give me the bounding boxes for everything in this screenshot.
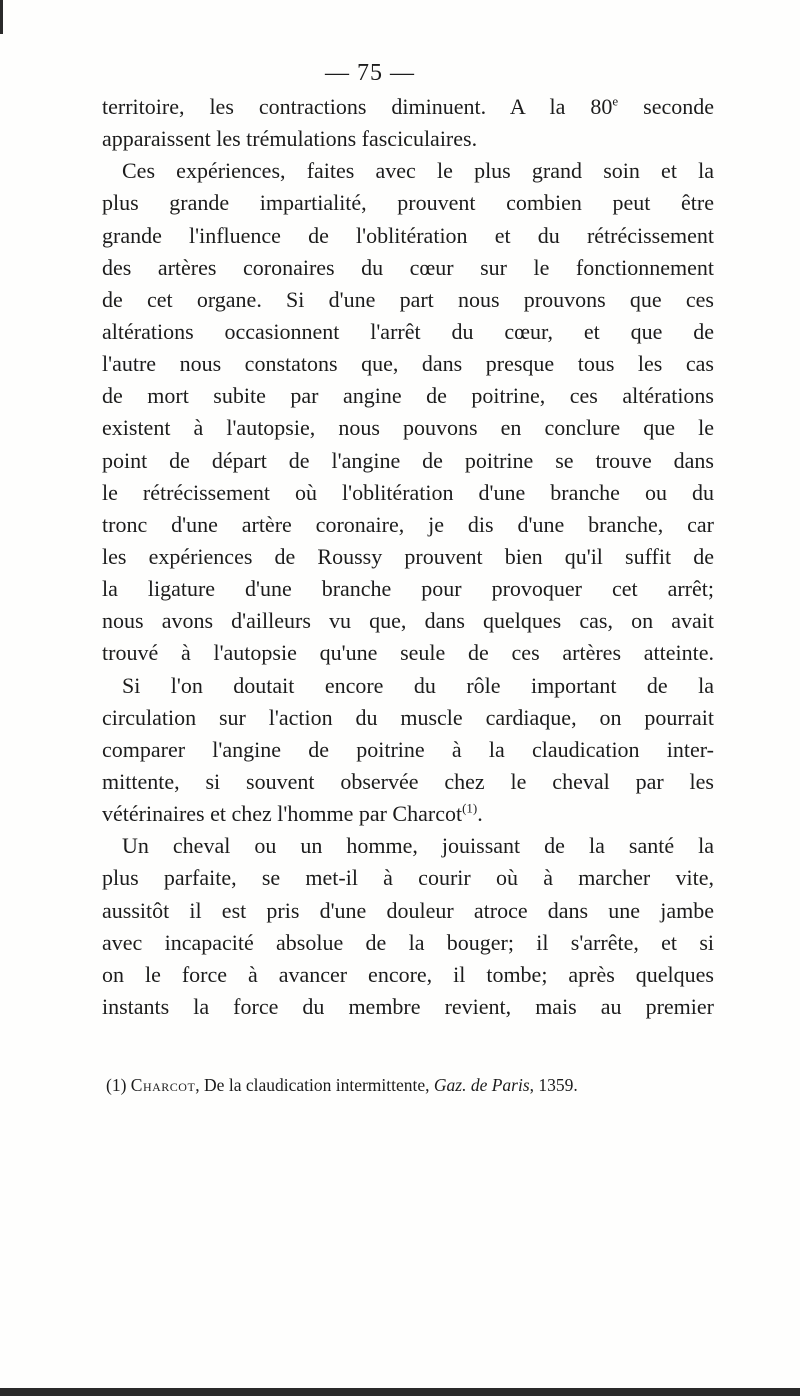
text-line: comparer l'angine de poitrine à la claudication inter- xyxy=(102,736,714,762)
text-line: le rétrécissement où l'oblitération d'une branche ou du xyxy=(102,479,714,505)
superscript: e xyxy=(612,93,619,109)
text-line: Ces expériences, faites avec le plus grand soin et la xyxy=(122,158,714,184)
text-line: nous avons d'ailleurs vu que, dans quelques cas, on avait xyxy=(102,608,714,634)
footnote-text: , De la claudication intermittente, xyxy=(195,1075,434,1095)
footnote-journal: Gaz. de Paris xyxy=(433,1075,530,1095)
text-line: aussitôt il est pris d'une douleur atroce dans une jambe xyxy=(102,897,714,923)
text-line: territoire, les contractions diminuent. A la 80e seconde xyxy=(102,93,714,119)
text-line: grande l'influence de l'oblitération et du rétrécissement xyxy=(102,222,714,248)
body-text xyxy=(102,91,714,1023)
text-line: Un cheval ou un homme, jouissant de la santé la xyxy=(122,833,714,859)
text-line: plus grande impartialité, prouvent combien peut être xyxy=(102,190,714,216)
page-edge-mark xyxy=(0,0,3,34)
text-line: l'autre nous constatons que, dans presque tous les cas xyxy=(102,351,714,377)
text-line: avec incapacité absolue de la bouger; il s'arrête, et si xyxy=(102,929,714,955)
text-line: trouvé à l'autopsie qu'une seule de ces artères atteinte. xyxy=(102,640,714,666)
text-line: Si l'on doutait encore du rôle important de la xyxy=(122,672,714,698)
footnote-marker: (1) xyxy=(106,1075,127,1095)
page-number: — 75 — xyxy=(325,60,415,86)
page-bottom-edge xyxy=(0,1388,800,1396)
text-line: plus parfaite, se met-il à courir où à marcher vite, xyxy=(102,865,714,891)
text-line: de cet organe. Si d'une part nous prouvons que ces xyxy=(102,286,714,312)
footnote xyxy=(106,1071,726,1099)
text-line: vétérinaires et chez l'homme par Charcot$^{(1)}$. xyxy=(102,800,483,827)
text-line: altérations occasionnent l'arrêt du cœur, et que de xyxy=(102,318,714,344)
text-line: instants la force du membre revient, mais au premier xyxy=(102,993,714,1019)
text-line: la ligature d'une branche pour provoquer cet arrêt; xyxy=(102,576,714,602)
text-line: les expériences de Roussy prouvent bien qu'il suffit de xyxy=(102,543,714,569)
text-line: des artères coronaires du cœur sur le fonctionnement xyxy=(102,254,714,280)
footnote-ref: (1) xyxy=(462,800,478,816)
text-line: mittente, si souvent observée chez le cheval par les xyxy=(102,768,714,794)
text-line: tronc d'une artère coronaire, je dis d'une branche, car xyxy=(102,511,714,537)
footnote-author: Charcot xyxy=(130,1075,196,1095)
text-line: point de départ de l'angine de poitrine se trouve dans xyxy=(102,447,714,473)
text-line: on le force à avancer encore, il tombe; après quelques xyxy=(102,961,714,987)
text-line: de mort subite par angine de poitrine, ces altérations xyxy=(102,383,714,409)
footnote-tail: , 1359. xyxy=(529,1075,578,1095)
text-line: circulation sur l'action du muscle cardiaque, on pourrait xyxy=(102,704,714,730)
text-line: apparaissent les trémulations fasciculaires. xyxy=(102,126,478,152)
text-line: existent à l'autopsie, nous pouvons en conclure que le xyxy=(102,415,714,441)
